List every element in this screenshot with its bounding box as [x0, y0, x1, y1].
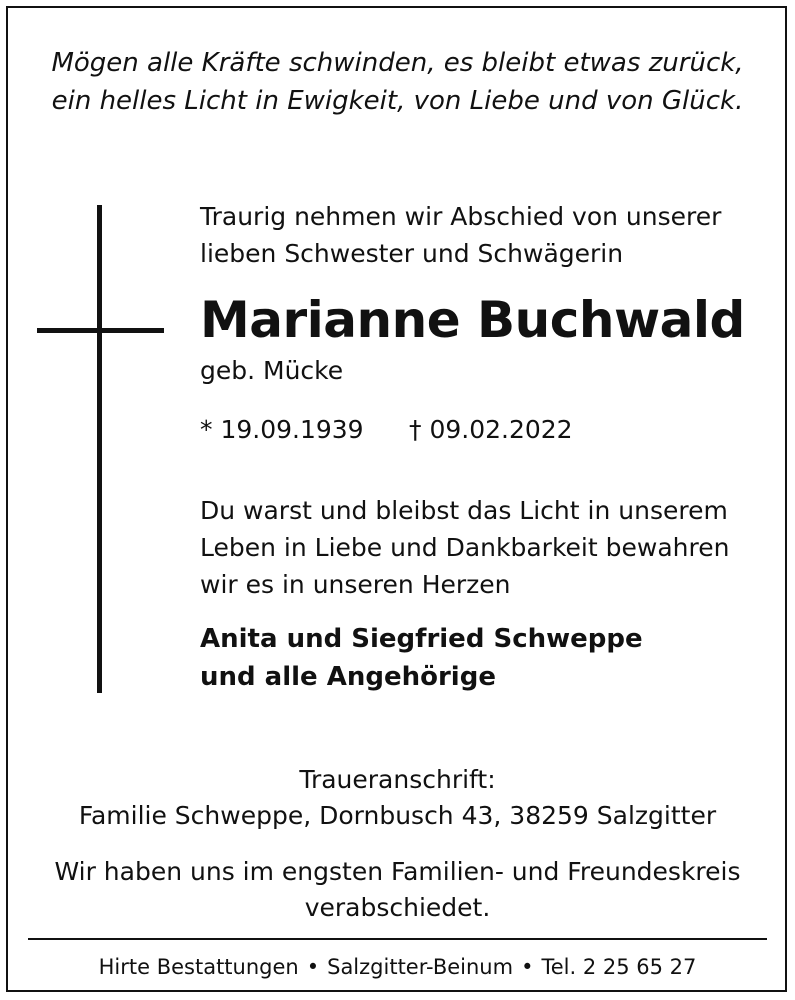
address-heading: Traueranschrift: [299, 765, 496, 794]
bullet-separator-2: • [521, 955, 534, 979]
death-date: † 09.02.2022 [409, 415, 573, 444]
message-line-3: wir es in unseren Herzen [200, 570, 511, 599]
mourners-line-2: und alle Angehörige [200, 662, 496, 692]
birth-date: * 19.09.1939 [200, 415, 364, 444]
farewell-line-1: Wir haben uns im engsten Familien- und Freundeskreis [54, 857, 741, 886]
address-line: Familie Schweppe, Dornbusch 43, 38259 Salzgitter [78, 801, 717, 830]
footer [0, 952, 795, 982]
bullet-separator-1: • [306, 955, 320, 979]
footer-location: Salzgitter-Beinum [327, 955, 514, 979]
address [0, 762, 795, 834]
message-line-1: Du warst und bleibst das Licht in unserem [200, 496, 728, 525]
intro [200, 198, 721, 272]
footer-undertaker: Hirte Bestattungen [98, 955, 299, 979]
message [200, 492, 729, 603]
birth-name: geb. Mücke [200, 356, 344, 385]
footer-divider [28, 938, 767, 940]
motto-line-1: Mögen alle Kräfte schwinden, es bleibt etwas zurück, [51, 48, 744, 78]
farewell [0, 854, 795, 926]
intro-line-1: Traurig nehmen wir Abschied von unserer [200, 202, 722, 231]
message-line-2: Leben in Liebe und Dankbarkeit bewahren [200, 533, 730, 562]
intro-line-2: lieben Schwester und Schwägerin [200, 239, 624, 268]
footer-phone: Tel. 2 25 65 27 [541, 955, 697, 979]
cross-icon-horizontal [37, 328, 164, 333]
motto-line-2: ein helles Licht in Ewigkeit, von Liebe und von Glück. [51, 86, 744, 116]
motto [0, 44, 795, 120]
mourners-line-1: Anita und Siegfried Schweppe [200, 624, 643, 654]
mourners [200, 620, 643, 696]
deceased-name: Marianne Buchwald [200, 291, 745, 349]
cross-icon-vertical [97, 205, 102, 693]
farewell-line-2: verabschiedet. [304, 893, 491, 922]
